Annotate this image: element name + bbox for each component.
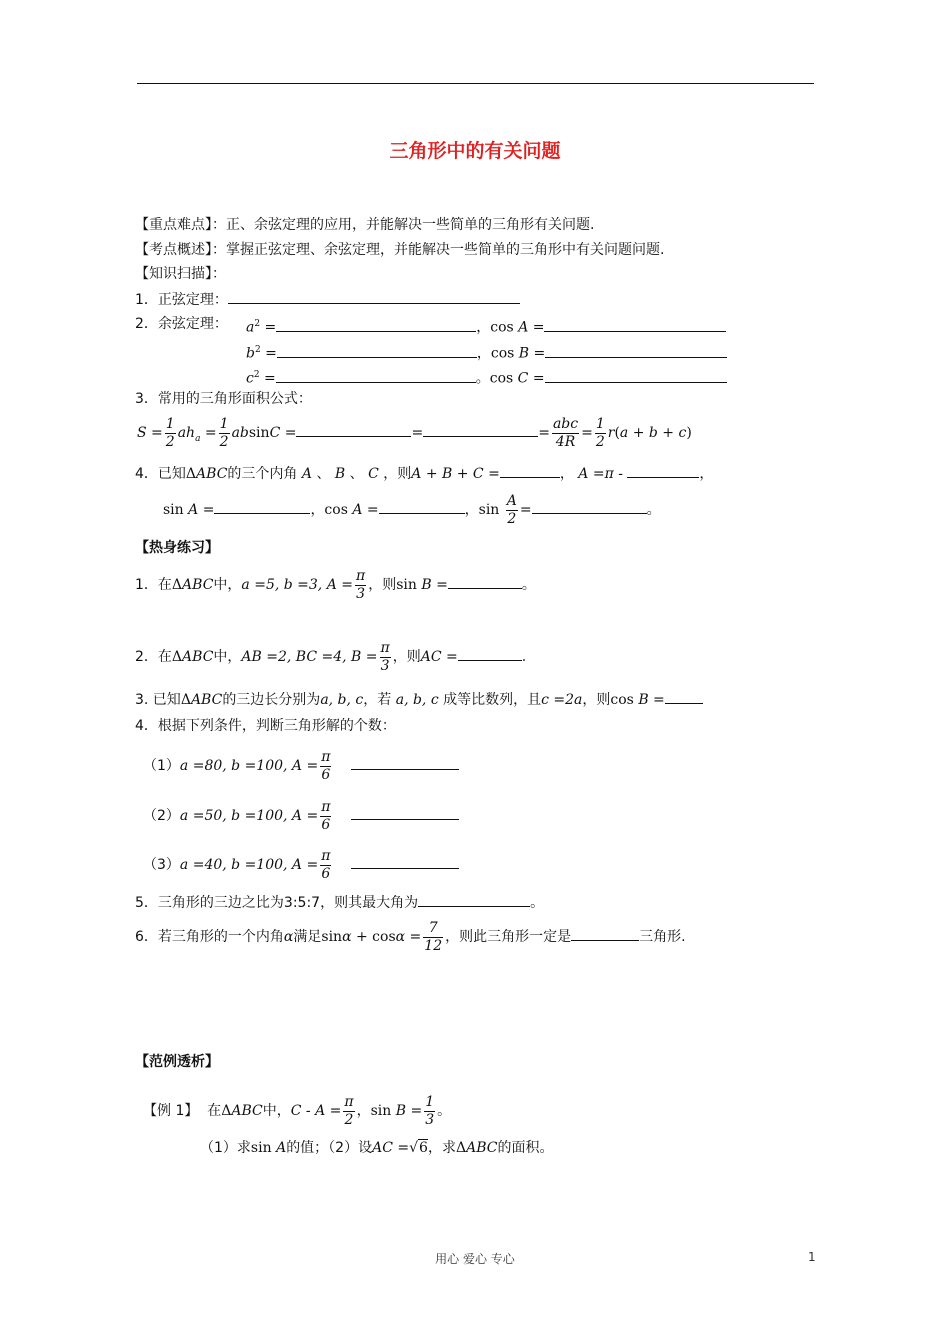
warmup-heading: 【热身练习】	[135, 540, 219, 556]
k1-blank	[228, 289, 520, 304]
key-points: 【重点难点】：正、余弦定理的应用，并能解决一些简单的三角形有关问题.	[135, 217, 595, 233]
top-rule	[137, 83, 814, 84]
k2-c-line: $c^2$ = 。cos C =	[246, 365, 727, 389]
example-1: 【例 1】 在ΔABC中，C - A = $\frac{\pi}{2}$ ，sin B = $\frac{1}{3}$ 。	[143, 1093, 452, 1128]
k4-line1: 4．已知ΔABC的三个内角 A 、 B 、 C ，则A + B + C = ， A =π - ，	[135, 463, 713, 484]
examples-heading: 【范例透析】	[135, 1054, 219, 1070]
warmup-q4-1: （1）a =80, b =100, A = $\frac{\pi}{6}$	[143, 746, 459, 786]
k2-label: 2．余弦定理：	[135, 316, 228, 332]
k1-label: 1．正弦定理：	[135, 292, 228, 308]
warmup-q4-2: （2）a =50, b =100, A = $\frac{\pi}{6}$	[143, 796, 459, 836]
warmup-q5: 5．三角形的三边之比为3:5:7，则其最大角为 。	[135, 892, 544, 913]
k3-formula: S = $\frac{1}{2}$ $ah_a$ = $\frac{1}{2}$ absinC = = = $\frac{\text{abc}}{4R}$ = $\frac{1}{2}$ r(a + b + c)	[137, 415, 692, 450]
k2-b-line: $b^2$ = ，cos B =	[246, 340, 727, 364]
k4-line2: sin A = ，cos A = ，sin $\frac{A}{2}$ = 。	[163, 492, 661, 527]
knowledge-scan: 【知识扫描】：	[135, 266, 226, 282]
example-1-parts: （1）求sin A的值；（2）设AC =√6，求ΔABC的面积。	[200, 1140, 554, 1156]
k1-line	[135, 289, 520, 310]
warmup-q2: 2．在ΔABC中，AB =2, BC =4, B = $\frac{\pi}{3}$ ，则AC = .	[135, 639, 527, 674]
warmup-q3: 3. 已知ΔABC的三边长分别为a, b, c，若 a, b, c 成等比数列，且c =2a，则cos B =	[135, 689, 703, 710]
footer-text: 用心 爱心 专心	[435, 1252, 515, 1266]
warmup-q1: 1．在ΔABC中，a =5, b =3, A = $\frac{\pi}{3}$ ，则sin B = 。	[135, 567, 536, 602]
k3-label: 3．常用的三角形面积公式：	[135, 391, 312, 407]
page-number: 1	[808, 1250, 816, 1264]
page-title: 三角形中的有关问题	[389, 140, 561, 162]
overview: 【考点概述】：掌握正弦定理、余弦定理，并能解决一些简单的三角形中有关问题问题.	[135, 242, 665, 258]
warmup-q6: 6．若三角形的一个内角α满足sinα + cosα = $\frac{7}{12}$ ，则此三角形一定是 三角形.	[135, 919, 686, 954]
warmup-q4-3: （3）a =40, b =100, A = $\frac{\pi}{6}$	[143, 845, 459, 885]
warmup-q4: 4．根据下列条件，判断三角形解的个数：	[135, 718, 396, 734]
k2-a-line: $a^2$ = ，cos A =	[246, 314, 726, 338]
